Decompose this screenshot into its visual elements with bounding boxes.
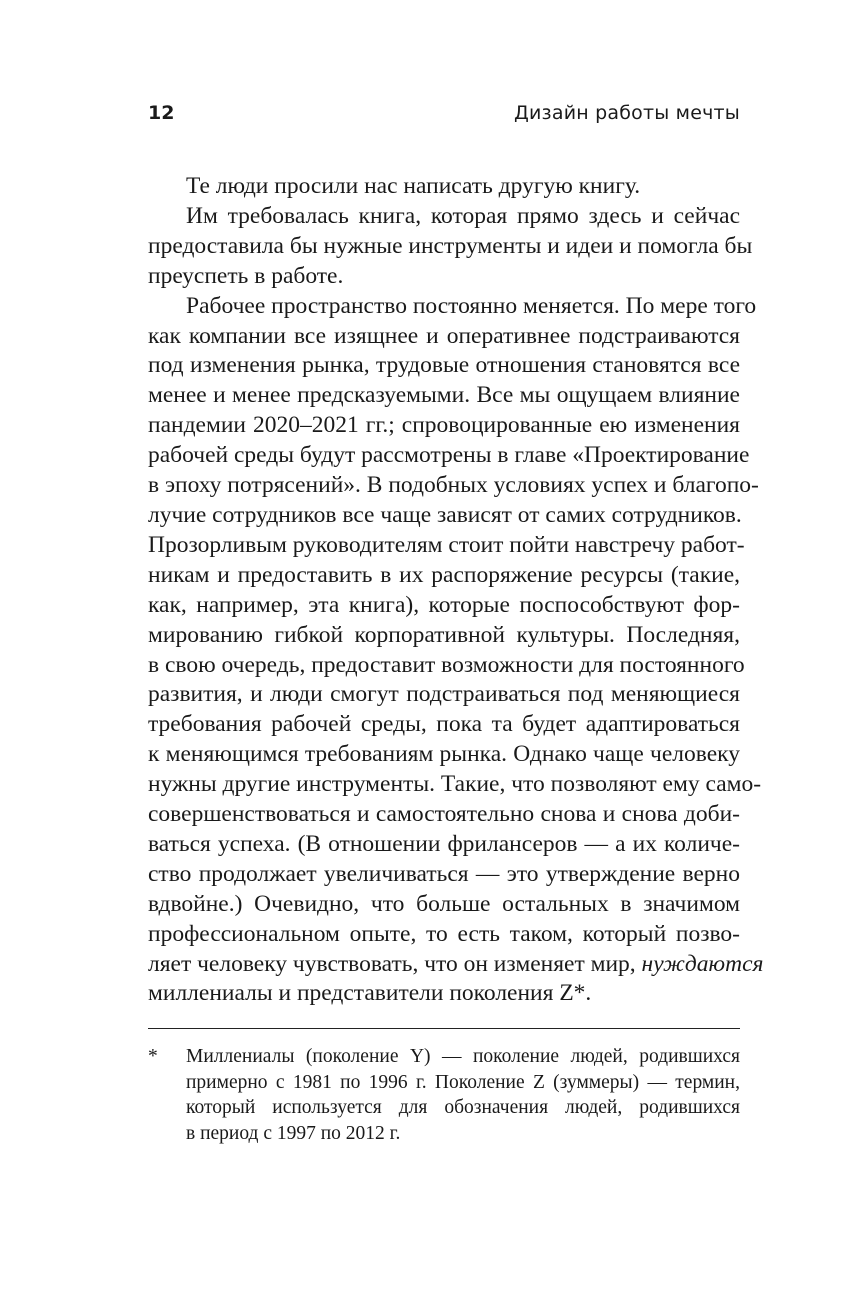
running-title: Дизайн работы мечты xyxy=(513,102,740,124)
emphasized-word: нуждаются xyxy=(641,950,764,977)
text-line: под изменения рынка, трудовые отношения становятся все xyxy=(148,352,740,379)
text-line-with-emphasis xyxy=(148,950,764,980)
text-line: мированию гибкой корпоративной культуры. Последняя, xyxy=(148,621,740,648)
text-line: нужны другие инструменты. Такие, что позволяют ему само- xyxy=(148,771,762,798)
text-line: Прозорливым руководителям стоит пойти навстречу работ- xyxy=(148,531,745,558)
text-line: развития, и люди смогут подстраиваться под меняющиеся xyxy=(148,681,740,708)
footnote-divider xyxy=(148,1028,740,1029)
text-line: в эпоху потрясений». В подобных условиях успех и благопо- xyxy=(148,472,759,499)
text-line: совершенствоваться и самостоятельно снова и снова доби- xyxy=(148,801,740,828)
text-line: миллениалы и представители поколения Z*. xyxy=(148,980,592,1007)
footnote-line: Миллениалы (поколение Y) — поколение людей, родившихся xyxy=(186,1046,740,1067)
text-line: требования рабочей среды, пока та будет адаптироваться xyxy=(148,711,740,738)
text-line: как компании все изящнее и оперативнее подстраиваются xyxy=(148,322,740,349)
text-line: вдвойне.) Очевидно, что больше остальных в значимом xyxy=(148,890,740,917)
paragraph-1 xyxy=(148,172,740,202)
text-line: как, например, эта книга), которые поспособствуют фор- xyxy=(148,591,740,618)
text-line: Рабочее пространство постоянно меняется. По мере того xyxy=(186,292,757,319)
text-line: Те люди просили нас написать другую книгу. xyxy=(186,173,641,199)
text-line: профессиональном опыте, то есть таком, который позво- xyxy=(148,920,740,947)
footnote-marker: * xyxy=(148,1046,158,1067)
paragraph-3 xyxy=(148,292,764,1010)
text-line: Им требовалась книга, которая прямо здесь и сейчас xyxy=(186,202,740,229)
text-line: предоставила бы нужные инструменты и идеи и помогла бы xyxy=(148,232,753,259)
text-line: в свою очередь, предоставит возможности для постоянного xyxy=(148,651,745,678)
text-line: рабочей среды будут рассмотрены в главе «Проектирование xyxy=(148,442,750,469)
text-line: менее и менее предсказуемыми. Все мы ощущаем влияние xyxy=(148,382,740,409)
text-line: ство продолжает увеличиваться — это утверждение верно xyxy=(148,860,740,887)
text-line: ваться успеха. (В отношении фрилансеров — а их количе- xyxy=(148,830,740,857)
footnote-text xyxy=(186,1044,740,1146)
main-text xyxy=(148,172,764,1009)
text-line: лучие сотрудников все чаще зависят от самих сотрудников. xyxy=(148,501,742,528)
text-line: никам и предоставить в их распоряжение ресурсы (такие, xyxy=(148,561,740,588)
page-number: 12 xyxy=(148,102,175,124)
footnote-line: примерно с 1981 по 1996 г. Поколение Z (зуммеры) — термин, xyxy=(186,1071,740,1093)
text-line: пандемии 2020–2021 гг.; спровоцированные ею изменения xyxy=(148,412,740,439)
footnote-line: в период с 1997 по 2012 г. xyxy=(186,1122,401,1144)
text-before-emphasis: ляет человеку чувствовать, что он изменяет мир, xyxy=(148,950,636,977)
paragraph-2 xyxy=(148,202,753,292)
page-header xyxy=(148,102,740,132)
text-line: преуспеть в работе. xyxy=(148,262,344,289)
footnote-line: который используется для обозначения людей, родившихся xyxy=(186,1097,740,1118)
text-line: к меняющимся требованиям рынка. Однако чаще человеку xyxy=(148,741,740,768)
